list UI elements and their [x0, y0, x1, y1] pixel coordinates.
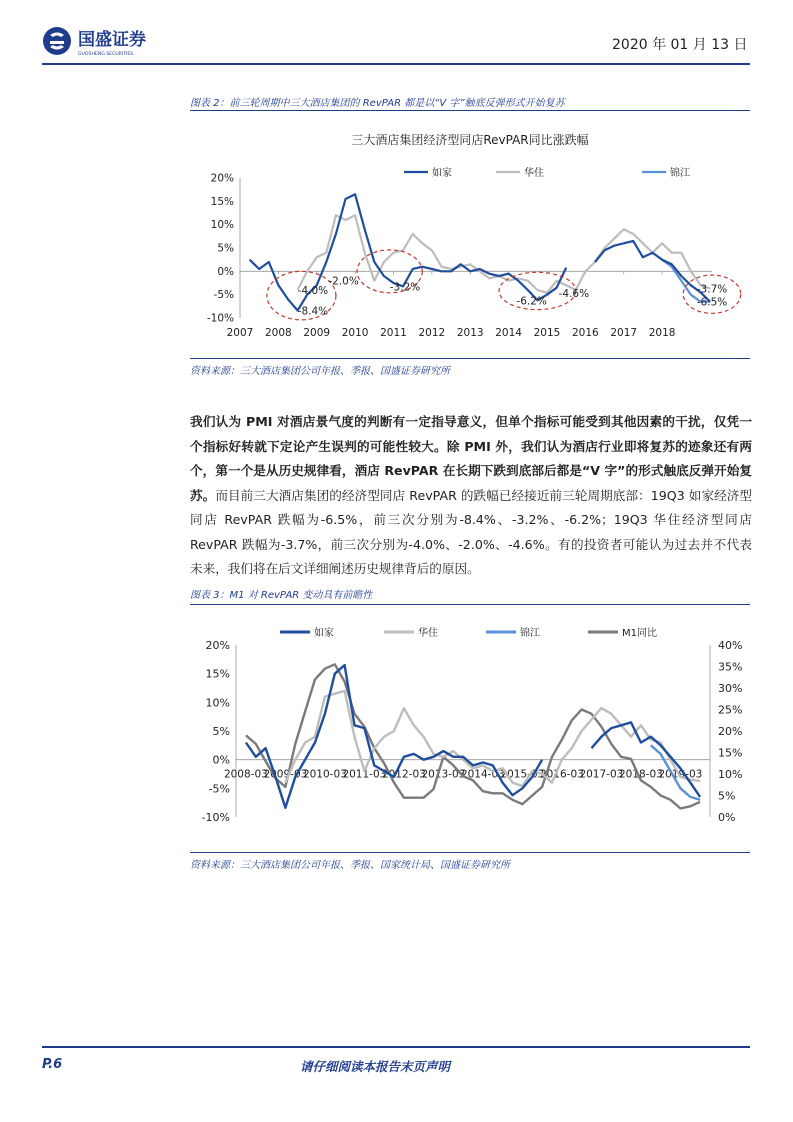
guosheng-logo — [42, 24, 172, 58]
legend-label-jinjiang: 锦江 — [670, 168, 690, 179]
x-tick-label: 2017-03 — [579, 768, 624, 781]
chart2-m1-vs-revpar — [190, 612, 750, 852]
y-left-tick-label: 5% — [212, 725, 230, 738]
chart1-y-axis — [207, 173, 240, 325]
logo-mark-icon — [43, 27, 71, 55]
body-normal-text: 而目前三大酒店集团的经济型同店 RevPAR 的跌幅已经接近前三轮周期底部：19Q3 如家经济型同店 RevPAR 跌幅为-6.5%，前三次分别为-8.4%、-3.2%、-6.2%；19Q3 华住经济型同店 RevPAR 跌幅为-3.7%，前三次分别为-4.0%、-2.0%、-4.6%。有的投资者可能认为过去并不代表未来，我们将在后文详细阐述历史规律背后的原因。 — [190, 487, 753, 576]
chart2-legend — [280, 626, 657, 639]
data-label: -4.0% — [297, 285, 329, 297]
chart1-annotations — [298, 276, 728, 318]
x-tick-label: 2019-03 — [658, 768, 703, 781]
body-bold-text: 我们认为 PMI 对酒店景气度的判断有一定指导意义，但单个指标可能受到其他因素的干扰，仅凭一个指标好转就下定论产生误判的可能性较大。除 PMI 外，我们认为酒店行业即将复苏的迹象还有两个，第一个是从历史规律看，酒店 RevPAR 在长期下跌到底部后都是“V 字”的形式触底反弹开始复苏。 — [190, 414, 752, 503]
chart1-revpar-yoy — [190, 150, 750, 352]
x-tick-label: 2018 — [648, 327, 676, 339]
data-label: -3.2% — [389, 281, 421, 294]
y-left-tick-label: -10% — [201, 811, 230, 824]
figure3-top-rule — [190, 604, 750, 605]
footer-rule — [42, 1046, 750, 1048]
y-right-tick-label: 15% — [718, 746, 743, 760]
y-tick-label: 15% — [210, 195, 234, 208]
x-tick-label: 2010-03 — [302, 768, 347, 781]
x-tick-label: 2016-03 — [539, 768, 584, 781]
x-tick-label: 2012 — [418, 327, 446, 339]
y-right-tick-label: 0% — [718, 811, 736, 824]
header-rule — [42, 63, 750, 65]
figure2-top-rule — [190, 110, 750, 111]
x-tick-label: 2007 — [226, 327, 254, 339]
y-tick-label: -10% — [206, 312, 234, 325]
legend-label-m1: M1同比 — [622, 628, 657, 639]
body-paragraph — [190, 410, 752, 582]
chart2-y-axis-left — [202, 639, 236, 824]
x-tick-label: 2011-03 — [342, 768, 387, 781]
data-label: -2.0% — [328, 275, 359, 288]
figure3-source: 资料来源：三大酒店集团公司年报、季报、国家统计局、国盛证券研究所 — [190, 860, 510, 871]
x-tick-label: 2008 — [265, 327, 292, 339]
y-tick-label: 10% — [210, 219, 234, 232]
y-right-tick-label: 20% — [718, 725, 743, 738]
y-tick-label: 20% — [210, 172, 234, 185]
y-right-tick-label: 5% — [718, 789, 736, 803]
disclaimer-note: 请仔细阅读本报告末页声明 — [300, 1059, 451, 1074]
data-label: -6.5% — [696, 296, 728, 309]
x-tick-label: 2015-03 — [500, 768, 545, 781]
brand-name-cn: 国盛证券 — [78, 30, 146, 50]
figure2-bottom-rule — [190, 358, 750, 359]
figure3-bottom-rule — [190, 852, 750, 853]
x-tick-label: 2010 — [341, 327, 369, 339]
data-label: -8.4% — [297, 305, 329, 318]
chart1-title: 三大酒店集团经济型同店RevPAR同比涨跌幅 — [351, 133, 589, 147]
x-tick-label: 2013-03 — [421, 768, 466, 781]
data-label: -3.7% — [696, 283, 728, 296]
y-right-tick-label: 25% — [718, 703, 743, 717]
legend-label-jinjiang: 锦江 — [520, 628, 540, 639]
legend-label-rujia: 如家 — [432, 168, 452, 179]
series-line-rujia — [246, 665, 545, 808]
x-tick-label: 2016 — [571, 327, 599, 339]
y-right-tick-label: 10% — [718, 768, 743, 781]
x-tick-label: 2013 — [456, 327, 484, 339]
x-tick-label: 2015 — [533, 327, 561, 339]
chart1-legend — [404, 166, 690, 179]
figure2-source: 资料来源：三大酒店集团公司年报、季报、国盛证券研究所 — [190, 366, 450, 377]
data-label: -4.6% — [558, 287, 590, 300]
x-tick-label: 2009-03 — [263, 768, 308, 781]
y-right-tick-label: 35% — [718, 660, 743, 674]
legend-label-huazhu: 华住 — [418, 628, 438, 639]
x-tick-label: 2009 — [303, 327, 331, 339]
report-date: 2020 年 01 月 13 日 — [612, 37, 748, 53]
data-label: -6.2% — [516, 295, 547, 308]
y-left-tick-label: 0% — [212, 753, 230, 767]
legend-label-rujia: 如家 — [314, 628, 334, 639]
x-tick-label: 2011 — [380, 327, 407, 339]
x-tick-label: 2014-03 — [460, 768, 505, 781]
y-left-tick-label: 20% — [205, 639, 230, 652]
y-right-tick-label: 40% — [718, 639, 743, 652]
figure3-caption: 图表 3：M1 对 RevPAR 变动具有前瞻性 — [190, 590, 373, 601]
x-tick-label: 2018-03 — [618, 768, 663, 781]
chart2-series — [246, 664, 703, 808]
y-tick-label: 5% — [217, 242, 234, 255]
x-tick-label: 2017 — [610, 327, 638, 339]
page-number: P.6 — [42, 1057, 63, 1072]
x-tick-label: 2008-03 — [223, 768, 268, 781]
figure2-caption: 图表 2：前三轮周期中三大酒店集团的 RevPAR 都是以“V 字”触底反弹形式开始复苏 — [190, 98, 565, 109]
y-tick-label: 0% — [217, 265, 234, 278]
y-tick-label: -5% — [213, 289, 234, 302]
x-tick-label: 2012-03 — [381, 768, 426, 781]
chart2-y-axis-right — [710, 639, 742, 824]
y-right-tick-label: 30% — [718, 682, 743, 695]
legend-label-huazhu: 华住 — [524, 168, 544, 179]
x-tick-label: 2014 — [495, 327, 522, 339]
y-left-tick-label: 15% — [205, 667, 230, 681]
brand-name-en: GUOSHENG SECURITIES — [78, 52, 134, 57]
y-left-tick-label: -5% — [208, 782, 230, 796]
y-left-tick-label: 10% — [205, 696, 230, 710]
